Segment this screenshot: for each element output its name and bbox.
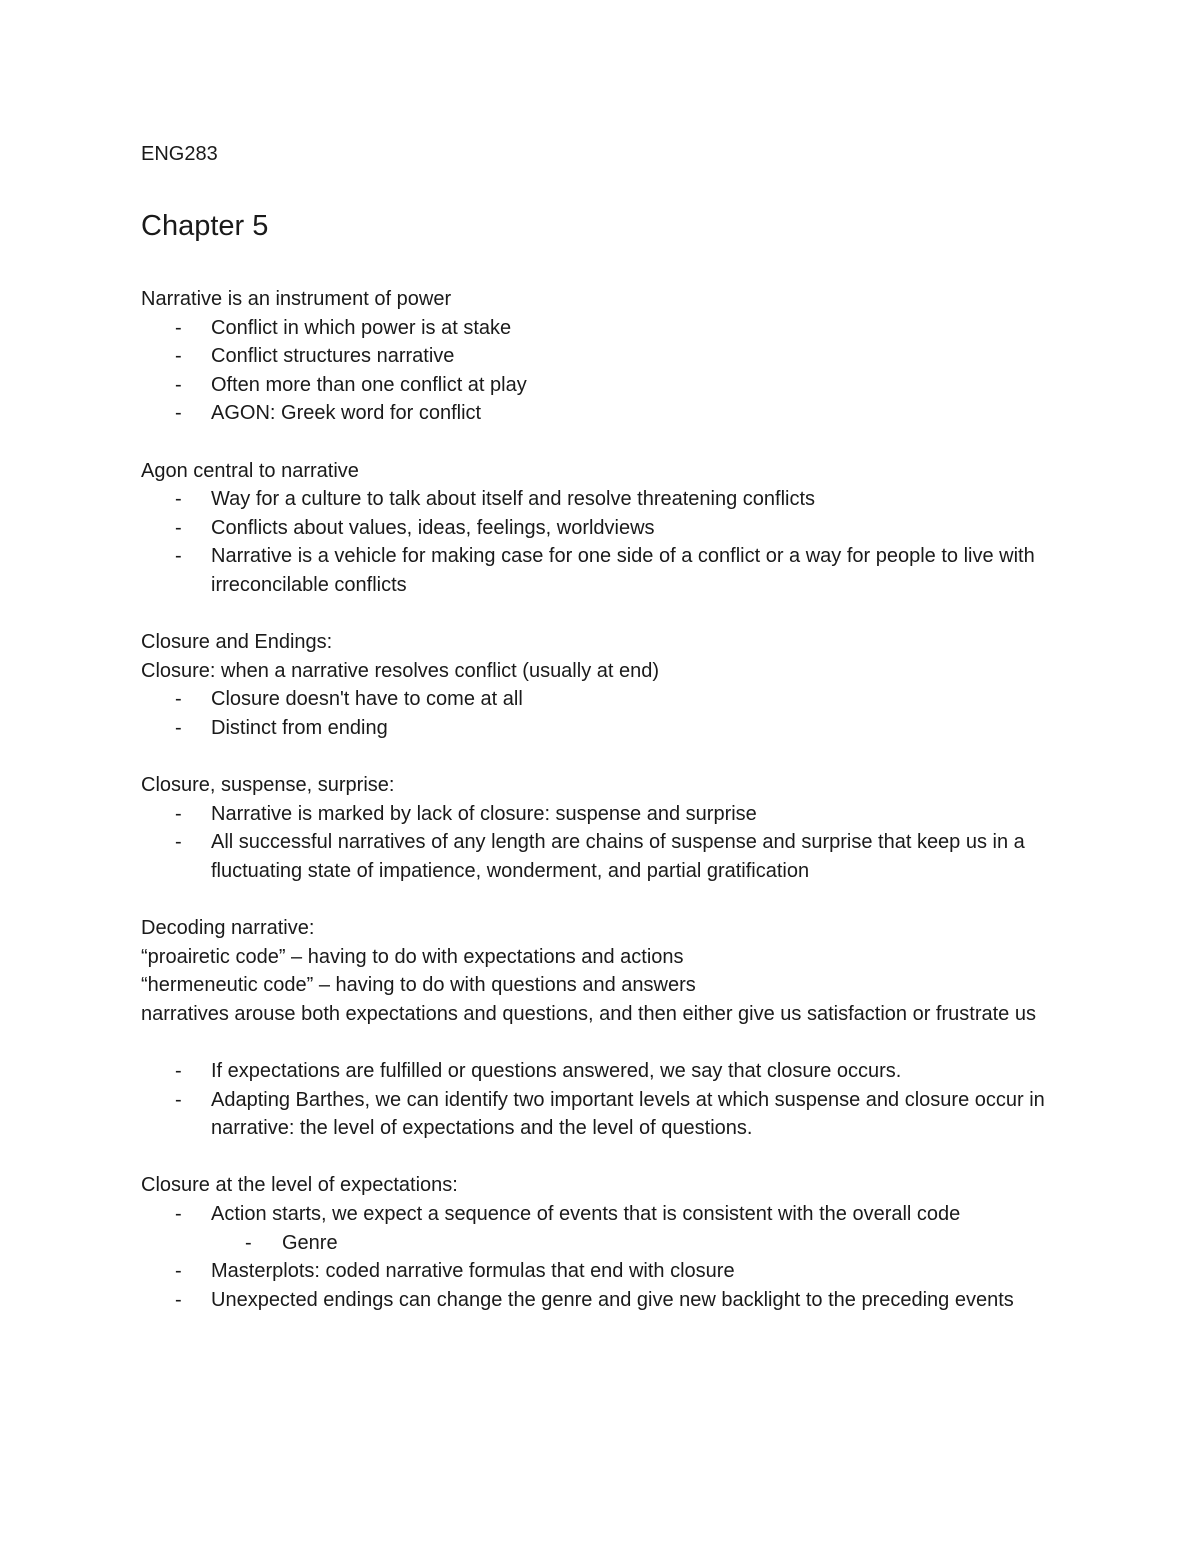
bullet-text: If expectations are fulfilled or questions answered, we say that closure occurs. xyxy=(211,1060,902,1083)
section-line: “proairetic code” – having to do with expectations and actions xyxy=(141,945,684,968)
bullet-text: Conflict in which power is at stake xyxy=(211,316,512,339)
bullet-text: Narrative is marked by lack of closure: suspense and surprise xyxy=(211,802,757,825)
section-line: Closure: when a narrative resolves conflict (usually at end) xyxy=(141,659,660,682)
paragraph-gap xyxy=(141,1143,1071,1172)
bullet-item xyxy=(141,342,1071,371)
bullet-item xyxy=(141,514,1071,543)
bullet-dash: - xyxy=(175,402,182,425)
bullet-text: Conflict structures narrative xyxy=(211,345,455,368)
bullet-dash: - xyxy=(175,1260,182,1283)
bullet-text: Closure doesn't have to come at all xyxy=(211,688,523,711)
bullet-dash: - xyxy=(175,1203,182,1225)
section-heading: Narrative is an instrument of power xyxy=(141,288,452,310)
bullet-dash: - xyxy=(245,1231,252,1254)
bullet-item xyxy=(141,685,1071,714)
bullet-text: Narrative is a vehicle for making case for one side of a conflict or a way for people to live with irreconcilable conflicts xyxy=(211,545,1035,596)
section-line: narratives arouse both expectations and questions, and then either give us satisfaction or frustrate us xyxy=(141,1002,1036,1025)
bullet-dash: - xyxy=(175,316,182,339)
bullet-item xyxy=(141,1257,1071,1286)
section-heading: Decoding narrative: xyxy=(141,917,315,940)
bullet-dash: - xyxy=(175,373,182,396)
bullet-dash: - xyxy=(175,1088,182,1111)
sub-bullet-item xyxy=(141,1229,1071,1258)
section-line: “hermeneutic code” – having to do with questions and answers xyxy=(141,974,696,997)
bullet-dash: - xyxy=(175,545,182,568)
bullet-text: Genre xyxy=(282,1231,338,1254)
paragraph-gap xyxy=(141,885,1071,914)
bullet-dash: - xyxy=(175,1288,182,1311)
bullet-text: Masterplots: coded narrative formulas that end with closure xyxy=(211,1260,735,1283)
bullet-item xyxy=(141,714,1071,743)
notes-section xyxy=(141,285,1071,428)
bullet-text: Adapting Barthes, we can identify two important levels at which suspense and closure occur in narrative: the level of expectations and the level of questions. xyxy=(211,1088,1045,1140)
notes-section xyxy=(141,1057,1071,1143)
paragraph-gap xyxy=(141,1028,1071,1057)
bullet-dash: - xyxy=(175,688,182,711)
bullet-text: Distinct from ending xyxy=(211,716,388,739)
bullet-item xyxy=(141,485,1071,514)
section-heading: Closure, suspense, surprise: xyxy=(141,774,395,797)
bullet-dash: - xyxy=(175,802,182,825)
bullet-item xyxy=(141,1057,1071,1086)
notes-section xyxy=(141,457,1071,600)
notes-body xyxy=(141,285,1071,1314)
bullet-item xyxy=(141,371,1071,400)
bullet-text: Often more than one conflict at play xyxy=(211,373,527,396)
chapter-title: Chapter 5 xyxy=(141,210,269,242)
notes-section xyxy=(141,628,1071,742)
bullet-text: Action starts, we expect a sequence of events that is consistent with the overall code xyxy=(211,1203,961,1225)
bullet-item xyxy=(141,1286,1071,1315)
bullet-item xyxy=(141,800,1071,829)
section-heading: Closure at the level of expectations: xyxy=(141,1174,458,1197)
bullet-dash: - xyxy=(175,831,182,854)
bullet-dash: - xyxy=(175,516,182,539)
document-page xyxy=(141,140,1071,1311)
bullet-text: AGON: Greek word for conflict xyxy=(211,402,482,425)
section-heading: Closure and Endings: xyxy=(141,631,333,654)
bullet-dash: - xyxy=(175,345,182,368)
course-code: ENG283 xyxy=(141,143,218,165)
notes-section xyxy=(141,914,1071,1028)
bullet-item xyxy=(141,542,1071,599)
bullet-text: Conflicts about values, ideas, feelings, worldviews xyxy=(211,516,655,539)
paragraph-gap xyxy=(141,743,1071,772)
paragraph-gap xyxy=(141,600,1071,629)
bullet-item xyxy=(141,1086,1071,1143)
bullet-item xyxy=(141,314,1071,343)
notes-section xyxy=(141,1171,1071,1314)
bullet-item xyxy=(141,828,1071,885)
paragraph-gap xyxy=(141,428,1071,457)
bullet-dash: - xyxy=(175,488,182,511)
bullet-dash: - xyxy=(175,716,182,739)
bullet-text: Way for a culture to talk about itself and resolve threatening conflicts xyxy=(211,488,816,511)
bullet-dash: - xyxy=(175,1060,182,1083)
bullet-item xyxy=(141,1200,1071,1229)
bullet-item xyxy=(141,399,1071,428)
section-heading: Agon central to narrative xyxy=(141,459,359,482)
bullet-text: Unexpected endings can change the genre and give new backlight to the preceding events xyxy=(211,1288,1014,1311)
bullet-text: All successful narratives of any length are chains of suspense and surprise that keep us in a fluctuating state of impatience, wonderment, and partial gratification xyxy=(211,831,1025,882)
notes-section xyxy=(141,771,1071,885)
